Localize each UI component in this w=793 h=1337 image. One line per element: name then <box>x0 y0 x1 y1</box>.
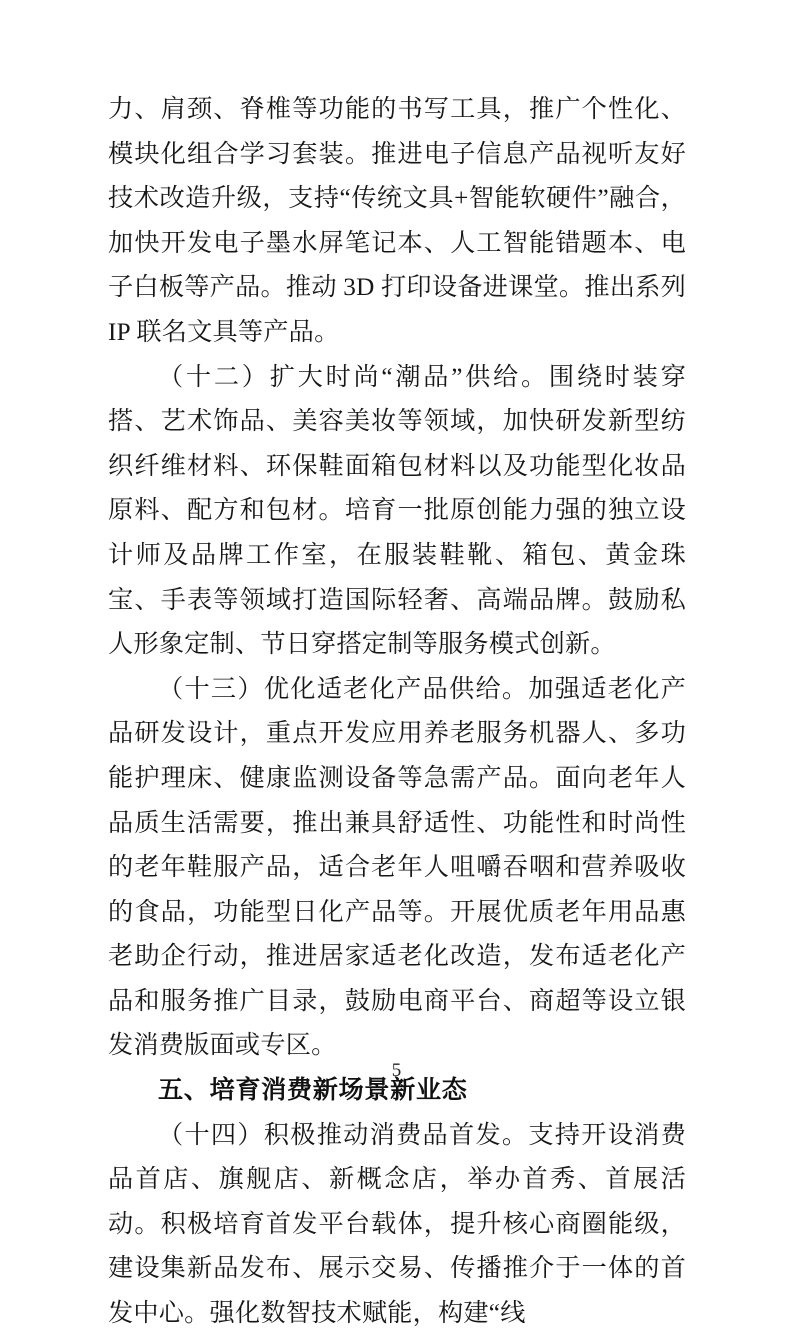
paragraph-item-13: （十三）优化适老化产品供给。加强适老化产品研发设计，重点开发应用养老服务机器人、多功能护理床、健康监测设备等急需产品。面向老年人品质生活需要，推出兼具舒适性、功能性和时尚性的老年鞋服产品，适合老年人咀嚼吞咽和营养吸收的食品，功能型日化产品等。开展优质老年用品惠老助企行动，推进居家适老化改造，发布适老化产品和服务推广目录，鼓励电商平台、商超等设立银发消费版面或专区。 <box>108 675 686 1060</box>
page-number: 5 <box>391 1060 402 1081</box>
paragraph-continued: 力、肩颈、脊椎等功能的书写工具，推广个性化、模块化组合学习套装。推进电子信息产品视听友好技术改造升级，支持“传统文具+智能软硬件”融合，加快开发电子墨水屏笔记本、人工智能错题本、电子白板等产品。推动 3D 打印设备进课堂。推出系列 IP 联名文具等产品。 <box>108 96 686 346</box>
paragraph-item-12: （十二）扩大时尚“潮品”供给。围绕时装穿搭、艺术饰品、美容美妆等领域，加快研发新型纺织纤维材料、环保鞋面箱包材料以及功能型化妆品原料、配方和包材。培育一批原创能力强的独立设计师及品牌工作室，在服装鞋靴、箱包、黄金珠宝、手表等领域打造国际轻奢、高端品牌。鼓励私人形象定制、节日穿搭定制等服务模式创新。 <box>108 363 686 659</box>
page-content <box>108 88 686 1337</box>
section-heading-five: 五、培育消费新场景新业态 <box>158 1077 468 1105</box>
paragraph-item-14: （十四）积极推动消费品首发。支持开设消费品首店、旗舰店、新概念店，举办首秀、首展活动。积极培育首发平台载体，提升核心商圈能级，建设集新品发布、展示交易、传播推介于一体的首发中心。强化数智技术赋能，构建“线 <box>108 1121 686 1328</box>
